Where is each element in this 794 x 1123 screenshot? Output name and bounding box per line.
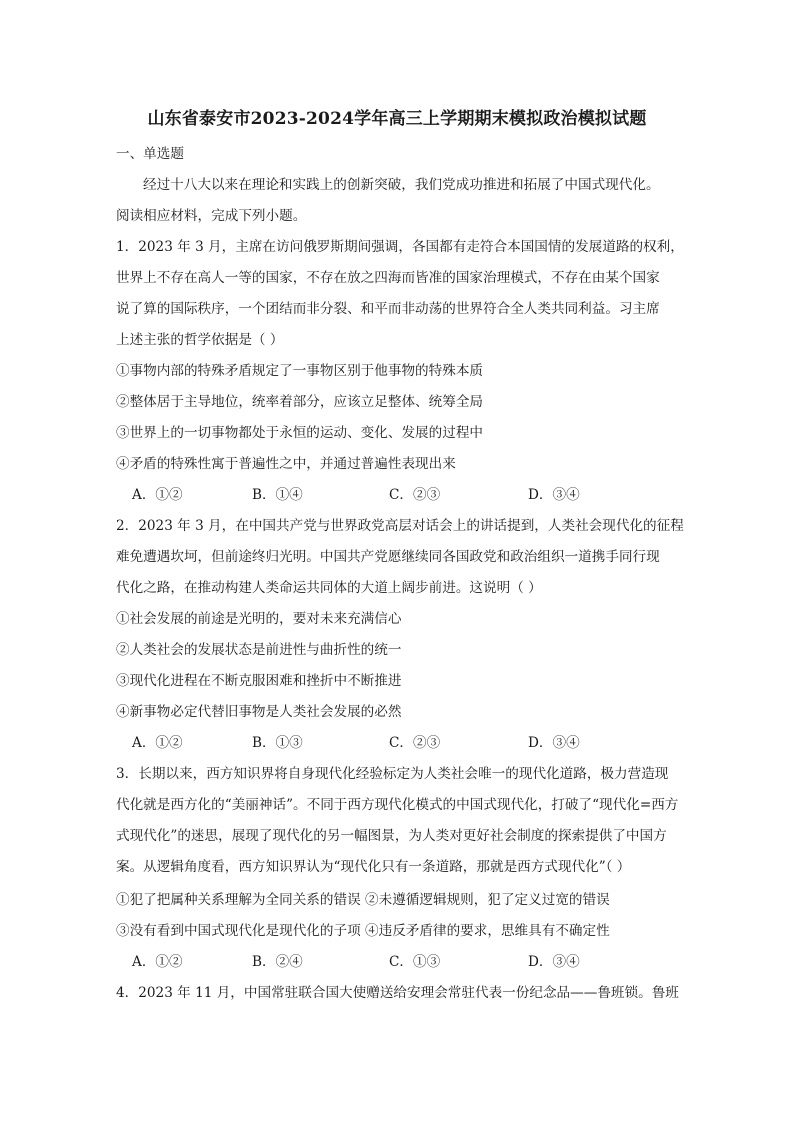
question-1-stem: 上述主张的哲学依据是（ ） (116, 332, 284, 348)
question-2-stem: 难免遭遇坎坷，但前途终归光明。中国共产党愿继续同各国政党和政治组织一道携手同行现 (116, 549, 660, 565)
section-heading: 一、单选题 (116, 146, 184, 162)
question-3-option-d[interactable]: D．③④ (528, 954, 580, 970)
question-1-statement: ①事物内部的特殊矛盾规定了一事物区别于他事物的特殊本质 (116, 363, 484, 379)
intro-line: 经过十八大以来在理论和实践上的创新突破，我们党成功推进和拓展了中国式现代化。 (143, 177, 660, 193)
question-2-statement: ①社会发展的前途是光明的，要对未来充满信心 (116, 611, 402, 627)
question-3-option-a[interactable]: A．①② (132, 954, 183, 970)
question-3-stem: 式现代化”的迷思，展现了现代化的另一幅图景，为人类对更好社会制度的探索提供了中国方 (116, 828, 667, 844)
document-title: 山东省泰安市2023-2024学年高三上学期期末模拟政治模拟试题 (147, 109, 647, 129)
question-1-option-d[interactable]: D．③④ (528, 487, 580, 503)
question-3-stem: 3．长期以来，西方知识界将自身现代化经验标定为人类社会唯一的现代化道路，极力营造现 (116, 766, 669, 782)
question-1-option-c[interactable]: C．②③ (389, 487, 441, 503)
question-3-statement: ③没有看到中国式现代化是现代化的子项 ④违反矛盾律的要求，思维具有不确定性 (116, 923, 610, 939)
question-1-option-a[interactable]: A．①② (132, 487, 183, 503)
question-2-option-b[interactable]: B．①③ (252, 735, 303, 751)
question-1-stem: 1．2023 年 3 月，主席在访问俄罗斯期间强调，各国都有走符合本国国情的发展道路的权利， (116, 239, 684, 255)
question-3-option-c[interactable]: C．①③ (389, 954, 441, 970)
intro-line: 阅读相应材料，完成下列小题。 (116, 208, 307, 224)
question-3-statement: ①犯了把属种关系理解为全同关系的错误 ②未遵循逻辑规则，犯了定义过宽的错误 (116, 892, 610, 908)
question-2-option-d[interactable]: D．③④ (528, 735, 580, 751)
question-1-stem: 世界上不存在高人一等的国家，不存在放之四海而皆准的国家治理模式，不存在由某个国家 (116, 270, 660, 286)
question-2-statement: ④新事物必定代替旧事物是人类社会发展的必然 (116, 704, 402, 720)
question-2-statement: ②人类社会的发展状态是前进性与曲折性的统一 (116, 642, 402, 658)
question-1-statement: ③世界上的一切事物都处于永恒的运动、变化、发展的过程中 (116, 425, 484, 441)
question-4-stem: 4．2023 年 11 月，中国常驻联合国大使赠送给安理会常驻代表一份纪念品——鲁班锁。鲁班 (116, 985, 679, 1001)
question-1-statement: ④矛盾的特殊性寓于普遍性之中，并通过普遍性表现出来 (116, 456, 456, 472)
question-3-option-b[interactable]: B．②④ (252, 954, 303, 970)
question-1-stem: 说了算的国际秩序，一个团结而非分裂、和平而非动荡的世界符合全人类共同利益。习主席 (116, 301, 660, 317)
question-2-stem: 代化之路，在推动构建人类命运共同体的大道上阔步前进。这说明（ ） (116, 580, 542, 596)
question-3-stem: 代化就是西方化的“美丽神话”。不同于西方现代化模式的中国式现代化，打破了“现代化=西方 (116, 797, 679, 813)
question-1-option-b[interactable]: B．①④ (252, 487, 303, 503)
question-2-option-c[interactable]: C．②③ (389, 735, 441, 751)
question-2-option-a[interactable]: A．①② (132, 735, 183, 751)
question-2-statement: ③现代化进程在不断克服困难和挫折中不断推进 (116, 673, 402, 689)
question-1-statement: ②整体居于主导地位，统率着部分，应该立足整体、统筹全局 (116, 394, 484, 410)
question-3-stem: 案。从逻辑角度看，西方知识界认为“现代化只有一条道路，那就是西方式现代化”（ ） (116, 859, 631, 875)
question-2-stem: 2．2023 年 3 月，在中国共产党与世界政党高层对话会上的讲话提到，人类社会现代化的征程 (116, 518, 684, 534)
